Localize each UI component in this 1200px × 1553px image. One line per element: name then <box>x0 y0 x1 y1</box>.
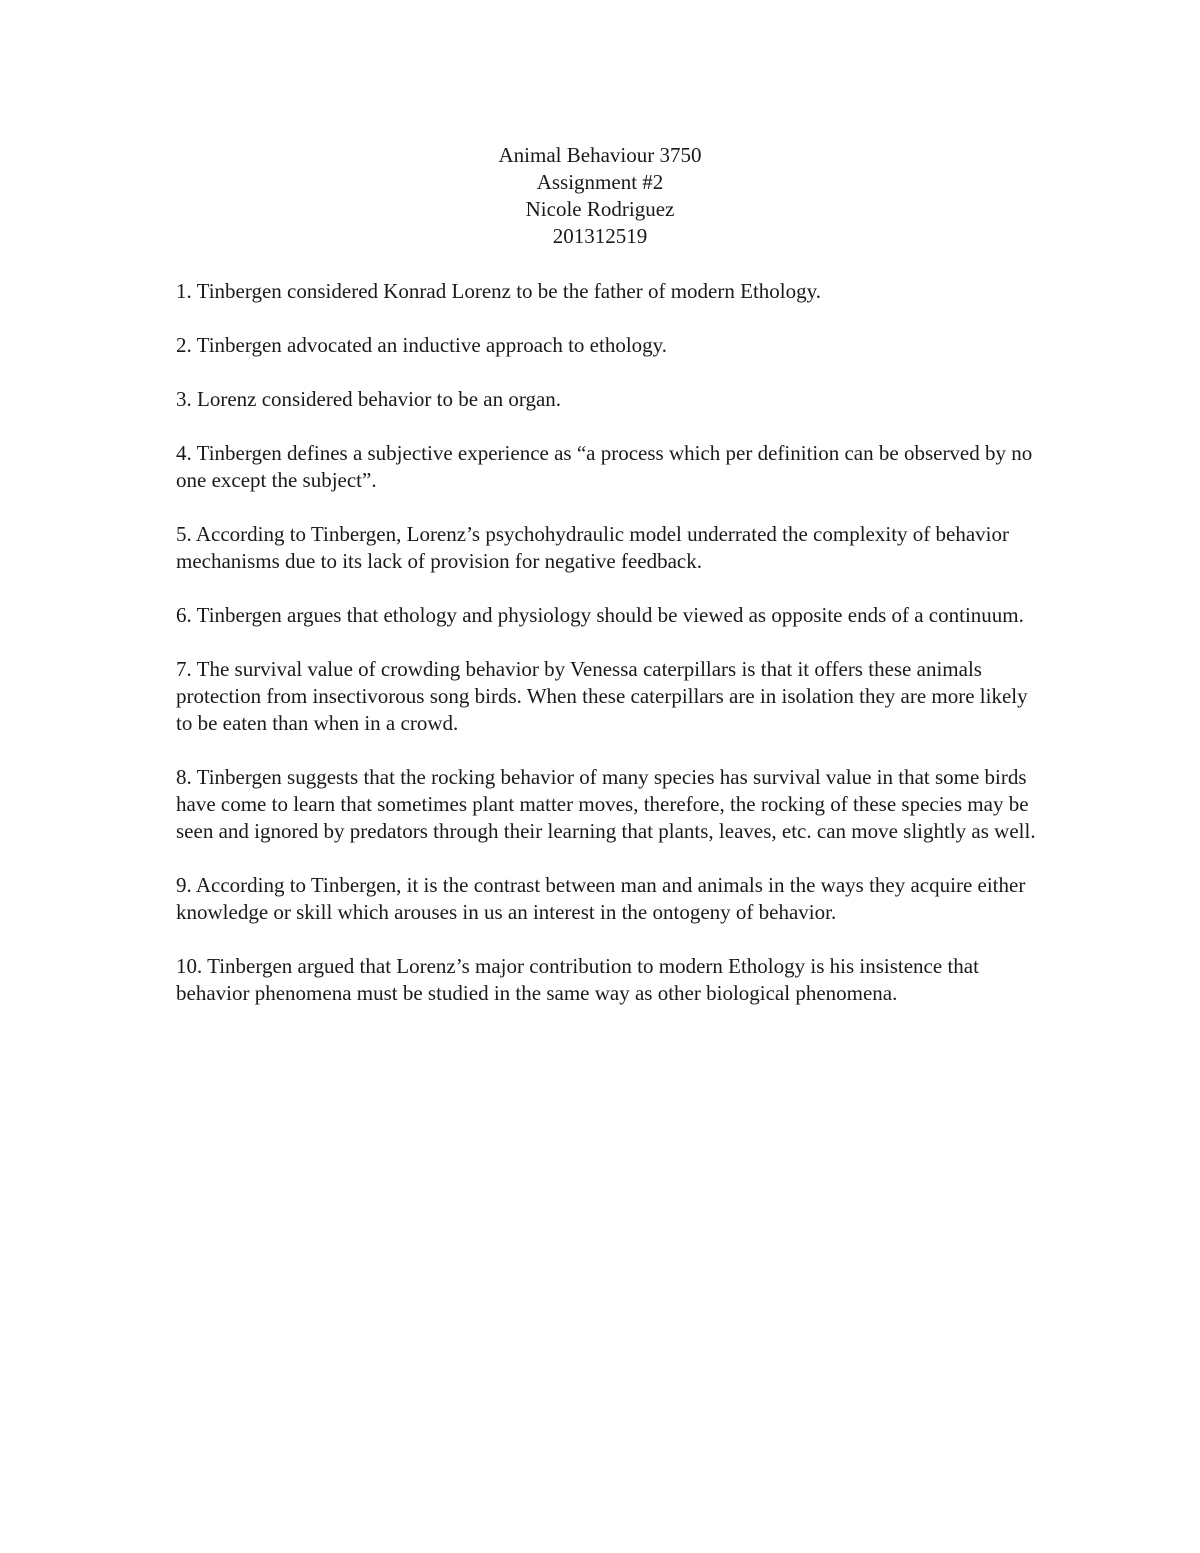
answer-3: 3. Lorenz considered behavior to be an organ. <box>176 387 562 411</box>
answer-7: 7. The survival value of crowding behavior by Venessa caterpillars is that it offers these animals protection from insectivorous song birds. When these caterpillars are in isolation they are more likely to be eaten than when in a crowd. <box>176 657 1028 735</box>
answer-2: 2. Tinbergen advocated an inductive approach to ethology. <box>176 333 668 357</box>
student-name: Nicole Rodriguez <box>525 197 675 221</box>
assignment-title: Assignment #2 <box>536 170 664 194</box>
answer-10: 10. Tinbergen argued that Lorenz’s major contribution to modern Ethology is his insistence that behavior phenomena must be studied in the same way as other biological phenomena. <box>176 954 979 1005</box>
answer-8: 8. Tinbergen suggests that the rocking behavior of many species has survival value in that some birds have come to learn that sometimes plant matter moves, therefore, the rocking of these species may be seen and ignored by predators through their learning that plants, leaves, etc. can move slightly as well. <box>176 765 1036 843</box>
answer-9: 9. According to Tinbergen, it is the contrast between man and animals in the ways they acquire either knowledge or skill which arouses in us an interest in the ontogeny of behavior. <box>176 873 1026 924</box>
answer-5: 5. According to Tinbergen, Lorenz’s psychohydraulic model underrated the complexity of behavior mechanisms due to its lack of provision for negative feedback. <box>176 522 1009 573</box>
answer-list <box>176 278 1036 1034</box>
student-id: 201312519 <box>552 224 648 248</box>
course-title: Animal Behaviour 3750 <box>498 143 702 167</box>
answer-6: 6. Tinbergen argues that ethology and physiology should be viewed as opposite ends of a continuum. <box>176 603 1024 627</box>
answer-4: 4. Tinbergen defines a subjective experience as “a process which per definition can be observed by no one except the subject”. <box>176 441 1033 492</box>
document-header <box>0 142 1200 250</box>
answer-1: 1. Tinbergen considered Konrad Lorenz to be the father of modern Ethology. <box>176 279 822 303</box>
